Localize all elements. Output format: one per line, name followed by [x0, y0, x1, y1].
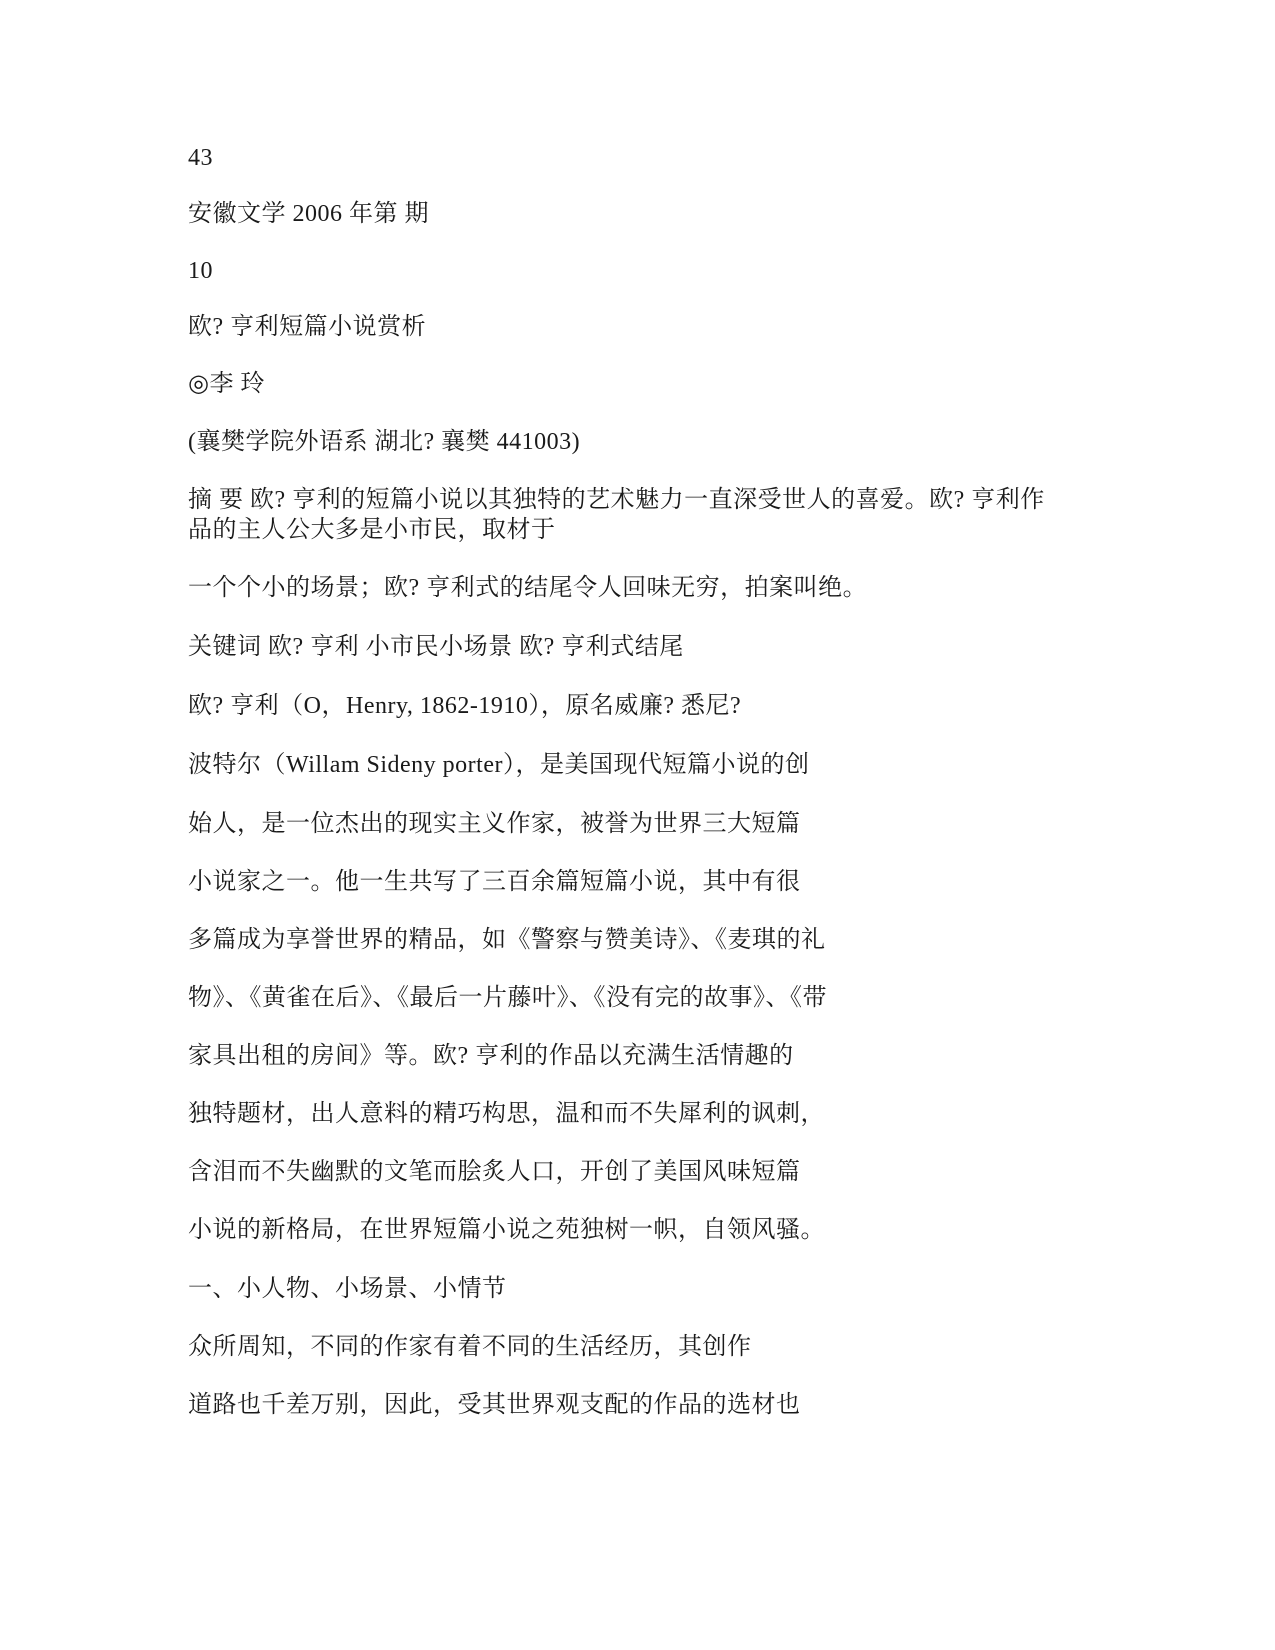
abstract-line: 一个个小的场景；欧? 亨利式的结尾令人回味无穷，拍案叫绝。 [188, 575, 868, 601]
keywords: 关键词 欧? 亨利 小市民小场景 欧? 亨利式结尾 [188, 634, 684, 660]
body-line: 始人，是一位杰出的现实主义作家，被誉为世界三大短篇 [188, 811, 801, 837]
issue-number: 10 [188, 258, 213, 284]
body-line: 欧? 亨利（O，Henry, 1862-1910），原名威廉? 悉尼? [188, 693, 742, 719]
article-title: 欧? 亨利短篇小说赏析 [188, 314, 427, 340]
body-line: 家具出租的房间》等。欧? 亨利的作品以充满生活情趣的 [188, 1043, 794, 1069]
abstract-line: 摘 要 欧? 亨利的短篇小说以其独特的艺术魅力一直深受世人的喜爱。欧? 亨利作 [188, 487, 1045, 513]
journal-name: 安徽文学 2006 年第 期 [188, 201, 429, 227]
body-line: 物》、《黄雀在后》、《最后一片藤叶》、《没有完的故事》、《带 [188, 985, 827, 1011]
abstract-line: 品的主人公大多是小市民，取材于 [188, 517, 556, 543]
author: ◎李 玲 [188, 371, 265, 397]
body-line: 独特题材，出人意料的精巧构思，温和而不失犀利的讽刺， [188, 1101, 825, 1127]
body-line: 含泪而不失幽默的文笔而脍炙人口，开创了美国风味短篇 [188, 1159, 801, 1185]
body-line: 众所周知，不同的作家有着不同的生活经历，其创作 [188, 1334, 752, 1360]
body-line: 波特尔（Willam Sideny porter），是美国现代短篇小说的创 [188, 752, 810, 778]
page-number: 43 [188, 145, 213, 171]
body-line: 多篇成为享誉世界的精品，如《警察与赞美诗》、《麦琪的礼 [188, 927, 826, 953]
body-line: 小说的新格局，在世界短篇小说之苑独树一帜，自领风骚。 [188, 1217, 825, 1243]
body-line: 道路也千差万别，因此，受其世界观支配的作品的选材也 [188, 1392, 801, 1418]
section-heading: 一、小人物、小场景、小情节 [188, 1276, 507, 1302]
affiliation: (襄樊学院外语系 湖北? 襄樊 441003) [188, 429, 581, 455]
body-line: 小说家之一。他一生共写了三百余篇短篇小说，其中有很 [188, 869, 801, 895]
